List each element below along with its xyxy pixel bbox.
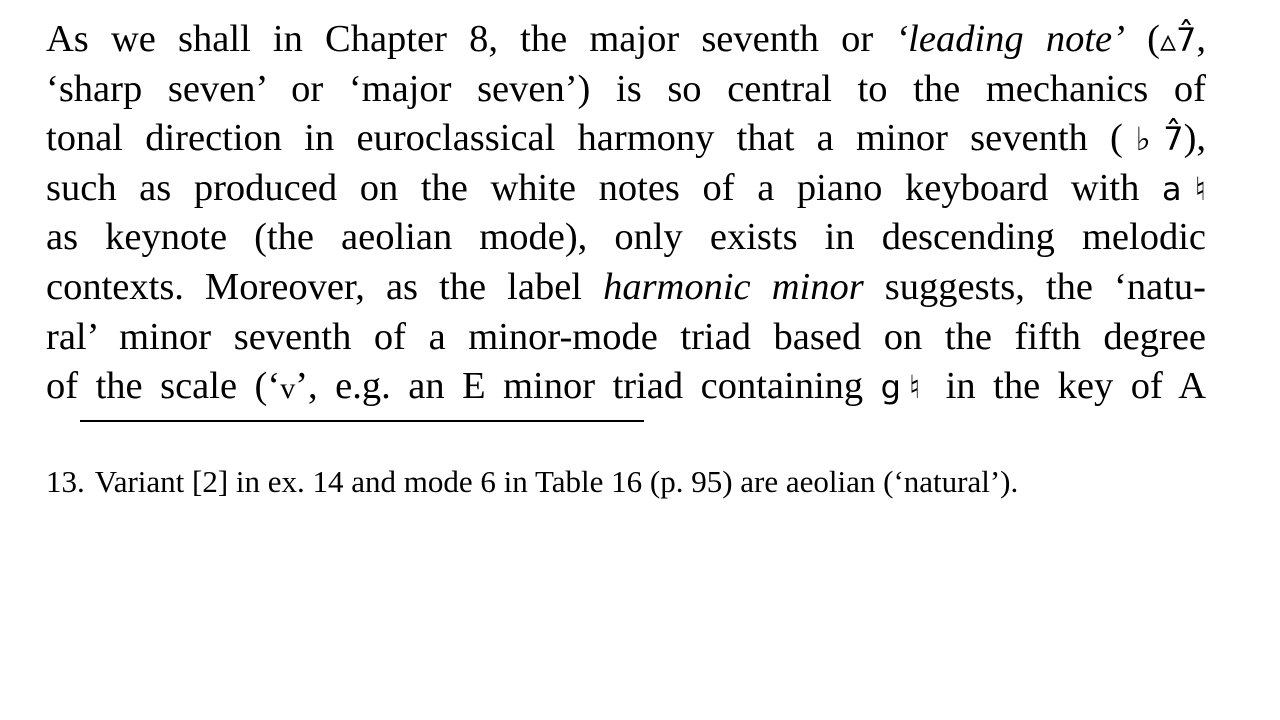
music-symbol: g♮	[880, 368, 929, 407]
text-segment: suggests, the ‘natu-	[863, 265, 1206, 308]
body-paragraph	[46, 15, 1206, 412]
paragraph-line	[46, 313, 1206, 363]
footnote	[46, 463, 1018, 501]
paragraph-line	[46, 362, 1206, 412]
paragraph-line	[46, 213, 1206, 263]
text-segment: ‘sharp seven’ or ‘major seven’) is so central to the mechanics of	[46, 67, 1206, 110]
music-symbol: ♭7̂	[1122, 120, 1184, 159]
text-segment: (	[1124, 18, 1160, 60]
text-segment: such as produced on the white notes of a piano keyboard with	[46, 166, 1162, 209]
italic-term: harmonic minor	[603, 265, 864, 308]
paragraph-line	[46, 164, 1206, 214]
text-segment: as keynote (the aeolian mode), only exists in descending melodic	[46, 216, 1206, 259]
footnote-number: 13.	[46, 464, 85, 499]
music-symbol: ▵7̂	[1159, 21, 1197, 59]
footnote-divider	[80, 420, 644, 422]
text-segment: ral’ minor seventh of a minor-mode triad based on the fifth degree	[46, 315, 1206, 358]
paragraph-line	[46, 15, 1206, 65]
text-segment: As we shall in Chapter 8, the major seventh or	[46, 18, 896, 60]
italic-term: ‘leading note’	[895, 18, 1125, 60]
paragraph-line	[46, 114, 1206, 164]
text-segment: contexts. Moreover, as the label	[46, 265, 604, 308]
roman-numeral: v	[280, 372, 296, 406]
text-segment: in the key of A	[928, 365, 1207, 408]
text-segment: tonal direction in euroclassical harmony that a minor seventh (	[46, 117, 1123, 160]
paragraph-line	[46, 65, 1206, 115]
paragraph-line	[46, 263, 1206, 313]
footnote-text: Variant [2] in ex. 14 and mode 6 in Table 16 (p. 95) are aeolian (‘natural’).	[94, 464, 1019, 499]
text-segment: ,	[1196, 18, 1206, 60]
text-segment: ),	[1183, 117, 1207, 160]
text-segment: of the scale (‘	[46, 365, 281, 408]
text-segment: ’, e.g. an E minor triad containing	[295, 365, 881, 408]
music-symbol: a♮	[1161, 169, 1207, 208]
